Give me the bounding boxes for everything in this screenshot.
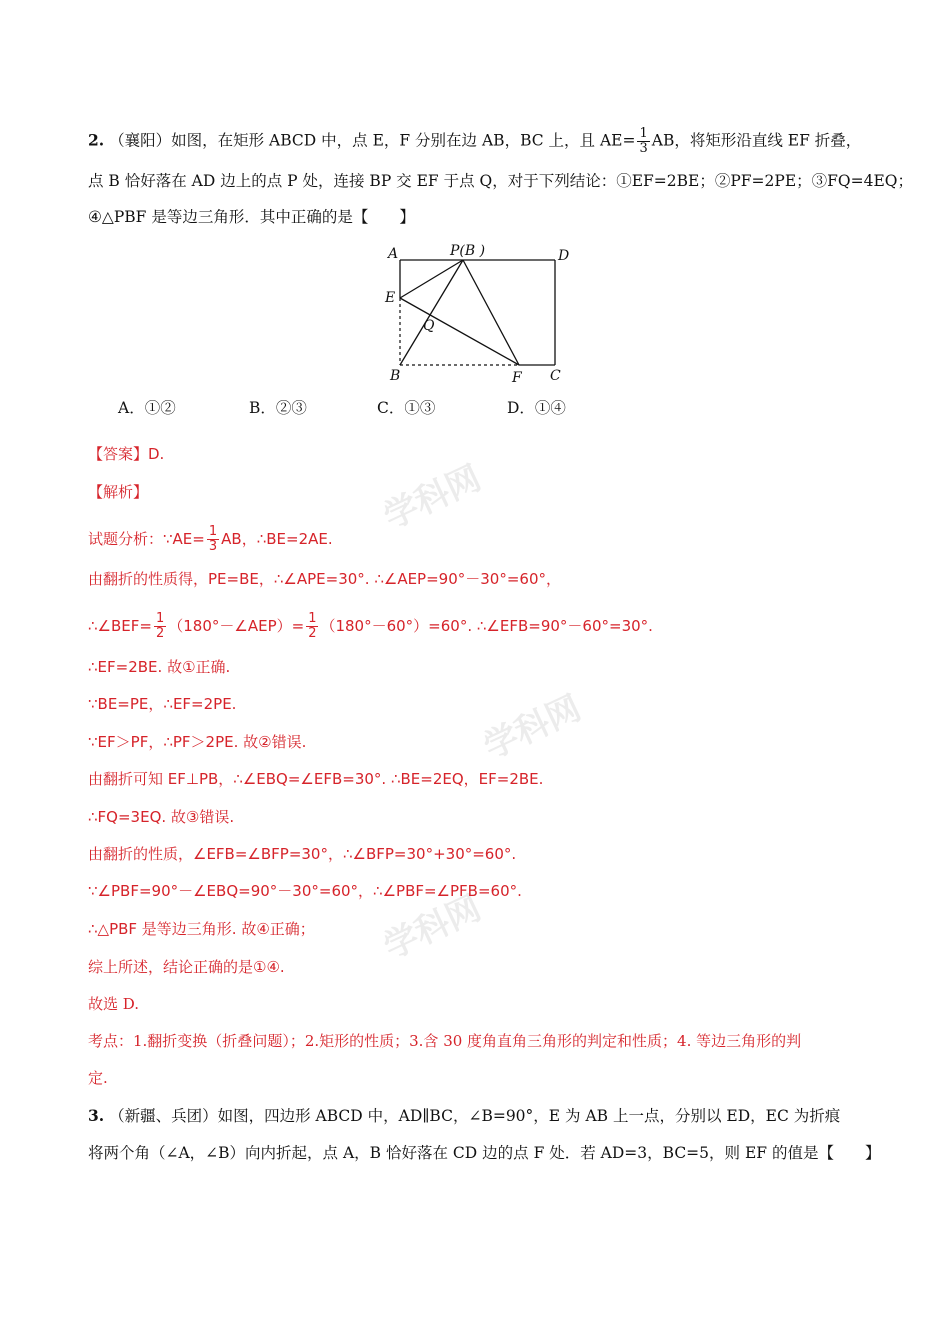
analysis-line3: ∴∠BEF= $\frac{1}{2}$ （180°－∠AEP）= $\frac{1}{2}$ （180°－60°）=60°. ∴∠EFB=90°－60°=30°. [88, 611, 653, 641]
analysis-line9: 由翻折的性质，∠EFB=∠BFP=30°，∴∠BFP=30°+30°=60°. [88, 845, 517, 863]
label-C: C [550, 368, 561, 384]
label-F: F [512, 370, 522, 386]
choice-c[interactable]: C．①③ [377, 399, 436, 417]
q3-number: 3. [88, 1106, 105, 1125]
label-Q: Q [423, 318, 435, 334]
analysis-line10: ∵∠PBF=90°－∠EBQ=90°－30°=60°，∴∠PBF=∠PFB=60°. [88, 882, 522, 900]
choice-b[interactable]: B．②③ [249, 399, 307, 417]
analysis-header: 【解析】 [88, 483, 149, 501]
label-B: B [390, 368, 401, 384]
analysis-line7: 由翻折可知 EF⊥PB，∴∠EBQ=∠EFB=30°. ∴BE=2EQ，EF=2BE. [88, 770, 544, 788]
analysis-line13: 故选 D. [88, 995, 140, 1013]
label-D: D [558, 248, 570, 264]
answer-line: 【答案】D. [88, 445, 165, 463]
choice-a[interactable]: A．①② [118, 399, 176, 417]
analysis-line12: 综上所述，结论正确的是①④. [88, 958, 285, 976]
analysis-line8: ∴FQ=3EQ. 故③错误. [88, 808, 235, 826]
analysis-kaodian: 考点：1.翻折变换（折叠问题）；2.矩形的性质；3.含 30 度角直角三角形的判定和性质；4. 等边三角形的判 [88, 1032, 802, 1050]
analysis-line6: ∵EF＞PF，∴PF＞2PE. 故②错误. [88, 733, 307, 751]
label-A: A [388, 246, 399, 262]
q3-line2: 将两个角（∠A，∠B）向内折起，点 A，B 恰好落在 CD 边的点 F 处．若 AD=3，BC=5，则 EF 的值是【 】 [88, 1144, 881, 1162]
q2-line1: 2. （襄阳）如图，在矩形 ABCD 中，点 E，F 分别在边 AB，BC 上，且 AE= $\frac{1}{3}$ AB，将矩形沿直线 EF 折叠， [88, 126, 862, 156]
watermark: 学科网 [477, 687, 588, 768]
analysis-line2: 由翻折的性质得，PE=BE，∴∠APE=30°. ∴∠AEP=90°－30°=60°， [88, 570, 561, 588]
analysis-line5: ∵BE=PE，∴EF=2PE. [88, 695, 237, 713]
q2-line2: 点 B 恰好落在 AD 边上的点 P 处，连接 BP 交 EF 于点 Q，对于下列结论：①EF=2BE；②PF=2PE；③FQ=4EQ； [88, 172, 913, 190]
fraction: $\frac{1}{3}$ [639, 126, 648, 156]
analysis-line1: 试题分析：∵AE= $\frac{1}{3}$ AB，∴BE=2AE. [88, 524, 333, 554]
seg-BP [400, 260, 463, 365]
label-E: E [385, 290, 396, 306]
label-PB: P(B ) [450, 243, 486, 259]
watermark: 学科网 [377, 457, 488, 538]
analysis-kaodian-cont: 定. [88, 1069, 108, 1087]
watermark: 学科网 [377, 887, 488, 968]
q2-line3: ④△PBF 是等边三角形．其中正确的是【 】 [88, 208, 415, 226]
seg-EP [400, 260, 463, 298]
geometry-figure [380, 238, 580, 388]
q2-number: 2. [88, 130, 105, 150]
q3-line1: 3. （新疆、兵团）如图，四边形 ABCD 中，AD∥BC，∠B=90°，E 为 AB 上一点，分别以 ED，EC 为折痕 [88, 1106, 841, 1125]
choice-d[interactable]: D．①④ [507, 399, 566, 417]
analysis-line4: ∴EF=2BE. 故①正确. [88, 658, 231, 676]
analysis-line11: ∴△PBF 是等边三角形. 故④正确； [88, 920, 315, 938]
